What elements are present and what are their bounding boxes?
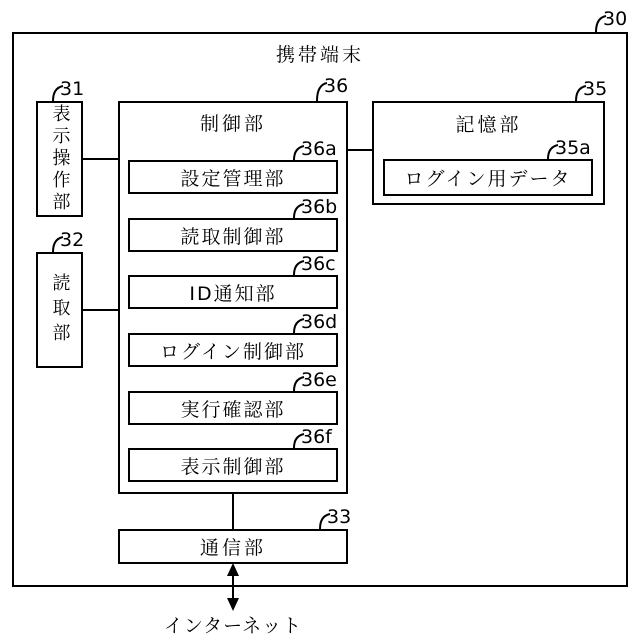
ref-35: 35 bbox=[583, 78, 608, 100]
communication-unit-box: 通信部 bbox=[118, 529, 348, 564]
ref-30: 30 bbox=[603, 8, 628, 30]
internet-label: インターネット bbox=[163, 615, 303, 637]
login-control-unit-box: ログイン制御部 bbox=[128, 333, 338, 367]
ref-36: 36 bbox=[324, 75, 349, 97]
display-operation-unit-label: 表示操作部 bbox=[49, 104, 71, 214]
ref-36c: 36c bbox=[301, 253, 336, 275]
ref-36d: 36d bbox=[301, 311, 338, 333]
reading-control-unit-box: 読取制御部 bbox=[128, 218, 338, 252]
ref-31: 31 bbox=[60, 78, 85, 100]
internet-arrowhead-down-icon bbox=[227, 598, 239, 611]
ref-36b: 36b bbox=[301, 196, 338, 218]
ref-36a: 36a bbox=[301, 138, 337, 160]
id-notification-unit-box: ID通知部 bbox=[128, 275, 338, 309]
setting-management-unit-box: 設定管理部 bbox=[128, 160, 338, 194]
display-operation-unit-box bbox=[36, 101, 83, 217]
ref-32: 32 bbox=[60, 229, 85, 251]
control-unit-title: 制御部 bbox=[199, 113, 266, 135]
ref-36e: 36e bbox=[301, 369, 337, 391]
login-data-box: ログイン用データ bbox=[383, 159, 593, 196]
ref-33: 33 bbox=[327, 506, 352, 528]
execution-confirmation-unit-box: 実行確認部 bbox=[128, 391, 338, 425]
ref-36f: 36f bbox=[301, 426, 332, 448]
storage-unit-title: 記憶部 bbox=[455, 114, 522, 136]
ref-35a: 35a bbox=[555, 137, 591, 159]
display-control-unit-box: 表示制御部 bbox=[128, 448, 338, 482]
mobile-terminal-title: 携帯端末 bbox=[275, 44, 364, 66]
reader-unit-box bbox=[36, 252, 83, 368]
reader-unit-label: 読取部 bbox=[49, 272, 71, 348]
